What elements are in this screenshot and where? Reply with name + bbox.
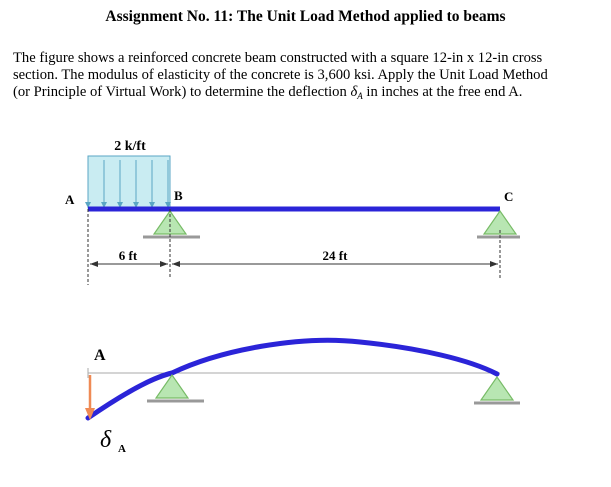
delta-a-symbol: δ [100,427,112,453]
distributed-load [85,156,171,208]
support-c [477,211,520,237]
load-block [88,156,170,208]
point-c-label: C [504,189,514,204]
extension-lines [88,209,500,285]
deflected-point-a-label: A [94,347,106,364]
page-title: Assignment No. 11: The Unit Load Method applied to beams [105,8,506,25]
deflected-curve [88,340,497,418]
deflected-support-c [474,377,520,403]
delta-a-subscript: A [118,443,126,455]
point-b-label: B [174,188,183,203]
load-label: 2 k/ft [114,139,146,154]
deflected-shape-diagram [85,340,520,455]
point-a-label: A [65,192,75,207]
span-right-label: 24 ft [322,248,348,263]
problem-line-3-pre: (or Principle of Virtual Work) to determine the deflection [13,84,347,100]
problem-line-1: The figure shows a reinforced concrete beam constructed with a square 12-in x 12-in cross [13,50,543,66]
delta-symbol: δ [350,84,358,100]
problem-line-3-post: in inches at the free end A. [366,84,523,100]
span-left-label: 6 ft [118,248,138,263]
support-b [143,211,200,237]
delta-subscript: A [357,91,363,101]
problem-line-2: section. The modulus of elasticity of the concrete is 3,600 ksi. Apply the Unit Load Method [13,67,548,83]
